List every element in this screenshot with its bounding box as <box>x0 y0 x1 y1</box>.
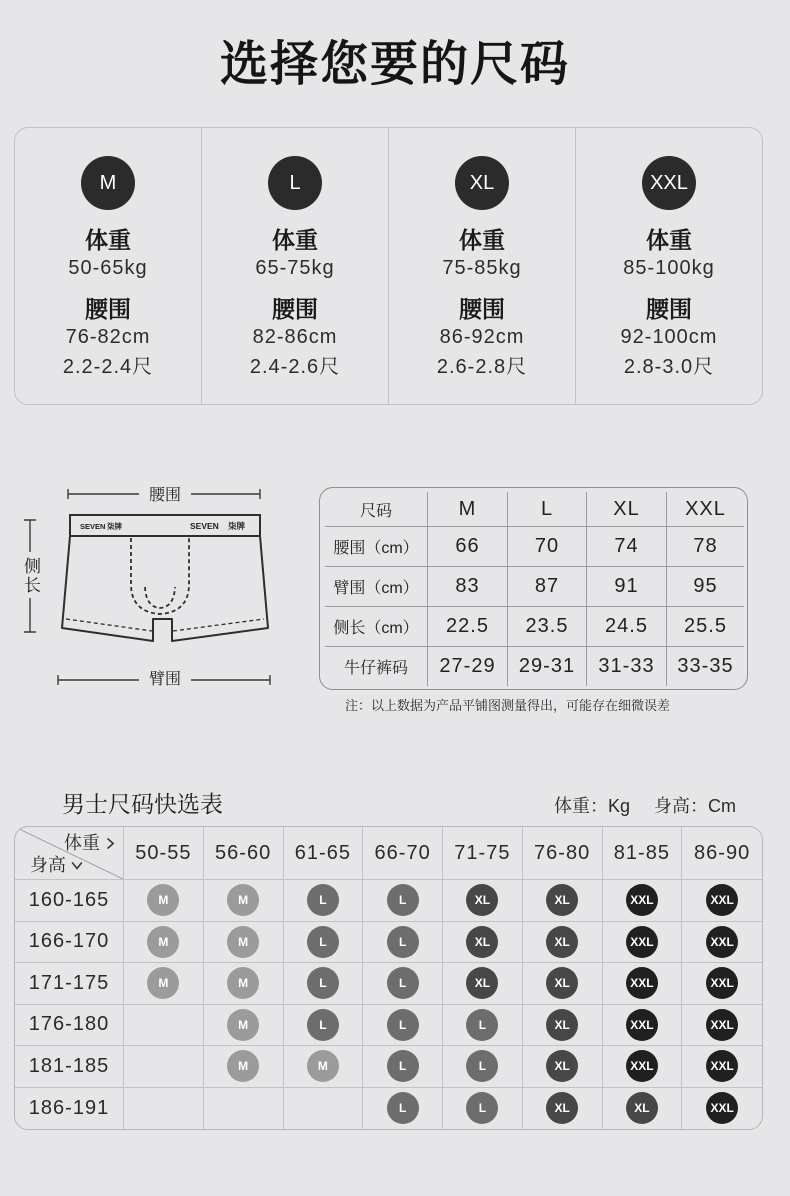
size-cell <box>523 1005 603 1047</box>
waist-cm-range: 86-92cm <box>439 326 525 348</box>
waist-chi-range: 2.8-3.0尺 <box>623 356 715 378</box>
size-cell <box>363 963 443 1005</box>
measurement-value: 74 <box>587 527 667 567</box>
quick-table-units <box>554 793 736 819</box>
header-size-xl: XL <box>587 492 667 527</box>
waist-label: 腰围 <box>85 296 131 322</box>
table-corner-cell <box>15 827 124 880</box>
size-cell <box>603 922 683 964</box>
waist-dimension-label: 腰围 <box>148 487 182 504</box>
size-badge-l: L <box>307 967 339 999</box>
size-cell <box>284 1046 364 1088</box>
size-badge-xxl: XXL <box>706 967 738 999</box>
size-cell <box>363 1088 443 1130</box>
waistband-logo-right-cn: 柒牌 <box>228 521 246 531</box>
size-cell <box>682 1088 762 1130</box>
size-cell <box>443 1088 523 1130</box>
corner-weight-heading <box>64 832 115 854</box>
size-card-l <box>202 128 389 404</box>
waistband-logo-right-latin: SEVEN <box>190 521 219 531</box>
size-badge-xxl: XXL <box>706 1009 738 1041</box>
weight-range: 65-75kg <box>255 257 335 279</box>
measure-table-grid <box>325 492 744 686</box>
size-badge-xl: XL <box>546 1050 578 1082</box>
size-badge-xxl: XXL <box>626 1050 658 1082</box>
size-cell <box>204 880 284 922</box>
corner-weight-label: 体重 <box>64 833 100 853</box>
waistband-logo-left-cn: 柒牌 <box>107 522 122 531</box>
weight-label: 体重 <box>646 227 692 253</box>
size-cell <box>124 1005 204 1047</box>
weight-range: 75-85kg <box>442 257 522 279</box>
size-cell <box>443 963 523 1005</box>
hip-dimension-label: 臂围 <box>148 671 182 688</box>
size-badge-l: L <box>466 1009 498 1041</box>
size-badge-l: L <box>466 1050 498 1082</box>
size-cell <box>443 880 523 922</box>
size-cell <box>523 922 603 964</box>
underwear-body-outline <box>62 536 268 641</box>
size-cell <box>603 1046 683 1088</box>
size-badge-xxl: XXL <box>706 884 738 916</box>
measurement-row-label: 牛仔裤码 <box>325 647 428 686</box>
size-badge-m: M <box>147 967 179 999</box>
size-badge-xl: XL <box>455 156 509 210</box>
measurement-value: 29-31 <box>508 647 587 686</box>
measurement-row-label: 臂围（cm） <box>325 567 428 607</box>
size-card-xxl <box>576 128 762 404</box>
size-cell <box>363 922 443 964</box>
header-size-m: M <box>428 492 508 527</box>
size-cell <box>682 963 762 1005</box>
leg-hem-dashed <box>66 619 264 631</box>
weight-range-header: 50-55 <box>124 827 204 880</box>
size-badge-xxl: XXL <box>626 884 658 916</box>
height-range-label: 166-170 <box>15 922 124 964</box>
size-cell <box>443 1005 523 1047</box>
size-badge-l: L <box>307 884 339 916</box>
size-badge-xl: XL <box>466 884 498 916</box>
waist-label: 腰围 <box>459 296 505 322</box>
size-badge-l: L <box>387 884 419 916</box>
measurement-value: 22.5 <box>428 607 508 647</box>
size-cell <box>523 1088 603 1130</box>
size-badge-xxl: XXL <box>626 1009 658 1041</box>
size-badge-l: L <box>307 926 339 958</box>
pouch-seam-dashed <box>131 538 189 614</box>
size-badge-xxl: XXL <box>706 1092 738 1124</box>
size-cell <box>124 1088 204 1130</box>
header-size-xxl: XXL <box>667 492 744 527</box>
size-badge-xl: XL <box>546 1009 578 1041</box>
size-cell <box>284 880 364 922</box>
size-cell <box>204 1005 284 1047</box>
waist-chi-range: 2.4-2.6尺 <box>249 356 341 378</box>
size-badge-xl: XL <box>466 967 498 999</box>
chevron-right-icon <box>106 837 115 850</box>
waist-chi-range: 2.6-2.8尺 <box>436 356 528 378</box>
size-cell <box>523 963 603 1005</box>
quick-table-title: 男士尺码快选表 <box>62 791 223 817</box>
size-cell <box>204 1088 284 1130</box>
page-title: 选择您要的尺码 <box>219 38 570 91</box>
weight-label: 体重 <box>85 227 131 253</box>
size-badge-xl: XL <box>546 884 578 916</box>
waist-chi-range: 2.2-2.4尺 <box>62 356 154 378</box>
waist-cm-range: 76-82cm <box>65 326 151 348</box>
waist-label: 腰围 <box>272 296 318 322</box>
weight-range-header: 71-75 <box>443 827 523 880</box>
height-range-label: 186-191 <box>15 1088 124 1130</box>
size-badge-m: M <box>227 967 259 999</box>
size-cell <box>523 1046 603 1088</box>
size-cell <box>603 963 683 1005</box>
size-badge-m: M <box>147 926 179 958</box>
size-cell <box>284 1088 364 1130</box>
size-badge-m: M <box>227 1050 259 1082</box>
measurement-value: 70 <box>508 527 587 567</box>
size-cell <box>204 1046 284 1088</box>
size-badge-m: M <box>81 156 135 210</box>
size-badge-xxl: XXL <box>642 156 696 210</box>
size-cell <box>443 922 523 964</box>
measurement-value: 87 <box>508 567 587 607</box>
size-badge-m: M <box>307 1050 339 1082</box>
corner-height-label: 身高 <box>30 855 66 875</box>
size-badge-l: L <box>387 1050 419 1082</box>
size-badge-xxl: XXL <box>706 1050 738 1082</box>
size-badge-xl: XL <box>546 967 578 999</box>
size-badge-l: L <box>387 967 419 999</box>
size-cell <box>204 963 284 1005</box>
height-range-label: 176-180 <box>15 1005 124 1047</box>
unit-height: 身高：Cm <box>654 796 736 816</box>
size-cell <box>603 1005 683 1047</box>
measurement-note: 注：以上数据为产品平铺图测量得出，可能存在细微误差 <box>345 698 671 713</box>
size-cell <box>124 963 204 1005</box>
size-cell <box>363 1046 443 1088</box>
measurement-value: 25.5 <box>667 607 744 647</box>
header-size-l: L <box>508 492 587 527</box>
size-cell <box>284 922 364 964</box>
size-cell <box>124 1046 204 1088</box>
chevron-down-icon <box>71 861 83 870</box>
size-cell <box>363 1005 443 1047</box>
size-badge-m: M <box>227 1009 259 1041</box>
waist-cm-range: 82-86cm <box>252 326 338 348</box>
header-size-label: 尺码 <box>325 492 428 527</box>
size-badge-xl: XL <box>546 926 578 958</box>
size-badge-l: L <box>268 156 322 210</box>
weight-range-header: 61-65 <box>284 827 364 880</box>
size-badge-l: L <box>387 926 419 958</box>
size-cell <box>284 963 364 1005</box>
size-cell <box>682 1005 762 1047</box>
waist-label: 腰围 <box>646 296 692 322</box>
quick-size-table <box>14 826 763 1130</box>
measurement-value: 27-29 <box>428 647 508 686</box>
size-cards-panel <box>14 127 763 405</box>
size-card-m <box>15 128 202 404</box>
measurement-value: 33-35 <box>677 655 734 677</box>
measurement-value: 24.5 <box>587 607 667 647</box>
size-badge-xxl: XXL <box>706 926 738 958</box>
measurement-row-label: 侧长（cm） <box>325 607 428 647</box>
size-cell <box>124 880 204 922</box>
height-range-label: 160-165 <box>15 880 124 922</box>
size-badge-l: L <box>387 1009 419 1041</box>
size-badge-xl: XL <box>546 1092 578 1124</box>
size-badge-m: M <box>227 926 259 958</box>
weight-range-header: 66-70 <box>363 827 443 880</box>
weight-label: 体重 <box>272 227 318 253</box>
size-cell <box>603 880 683 922</box>
weight-label: 体重 <box>459 227 505 253</box>
measurement-value: 83 <box>428 567 508 607</box>
measurement-value: 66 <box>428 527 508 567</box>
size-badge-xl: XL <box>626 1092 658 1124</box>
corner-height-heading <box>30 854 83 876</box>
weight-range-header: 81-85 <box>603 827 683 880</box>
weight-range: 85-100kg <box>623 257 715 279</box>
pouch-inner-seam-dashed <box>145 587 175 608</box>
measurement-row-label: 腰围（cm） <box>325 527 428 567</box>
waist-cm-range: 92-100cm <box>620 326 718 348</box>
height-range-label: 181-185 <box>15 1046 124 1088</box>
size-badge-l: L <box>307 1009 339 1041</box>
measurement-value: 78 <box>667 527 744 567</box>
weight-range: 50-65kg <box>68 257 148 279</box>
size-badge-xxl: XXL <box>626 926 658 958</box>
waistband-logo-left-latin: SEVEN <box>80 522 106 531</box>
size-badge-m: M <box>147 884 179 916</box>
weight-range-header: 76-80 <box>523 827 603 880</box>
measurement-value: 91 <box>587 567 667 607</box>
size-card-xl <box>389 128 576 404</box>
side-length-label: 侧长 <box>21 557 40 595</box>
size-cell <box>682 922 762 964</box>
size-badge-xxl: XXL <box>626 967 658 999</box>
size-badge-l: L <box>466 1092 498 1124</box>
unit-weight: 体重：Kg <box>553 796 630 816</box>
size-cell <box>284 1005 364 1047</box>
measurement-table <box>319 487 748 690</box>
size-cell <box>682 1046 762 1088</box>
measurement-value: 23.5 <box>508 607 587 647</box>
weight-range-header: 86-90 <box>682 827 762 880</box>
size-cell <box>443 1046 523 1088</box>
height-range-label: 171-175 <box>15 963 124 1005</box>
measurement-value: 31-33 <box>587 647 667 686</box>
weight-range-header: 56-60 <box>204 827 284 880</box>
underwear-diagram <box>18 478 280 692</box>
size-cell <box>603 1088 683 1130</box>
size-cell <box>124 922 204 964</box>
size-cell <box>204 922 284 964</box>
size-cell <box>523 880 603 922</box>
measurement-value: 95 <box>667 567 744 607</box>
size-badge-l: L <box>387 1092 419 1124</box>
size-badge-m: M <box>227 884 259 916</box>
size-cell <box>363 880 443 922</box>
size-badge-xl: XL <box>466 926 498 958</box>
size-cell <box>682 880 762 922</box>
